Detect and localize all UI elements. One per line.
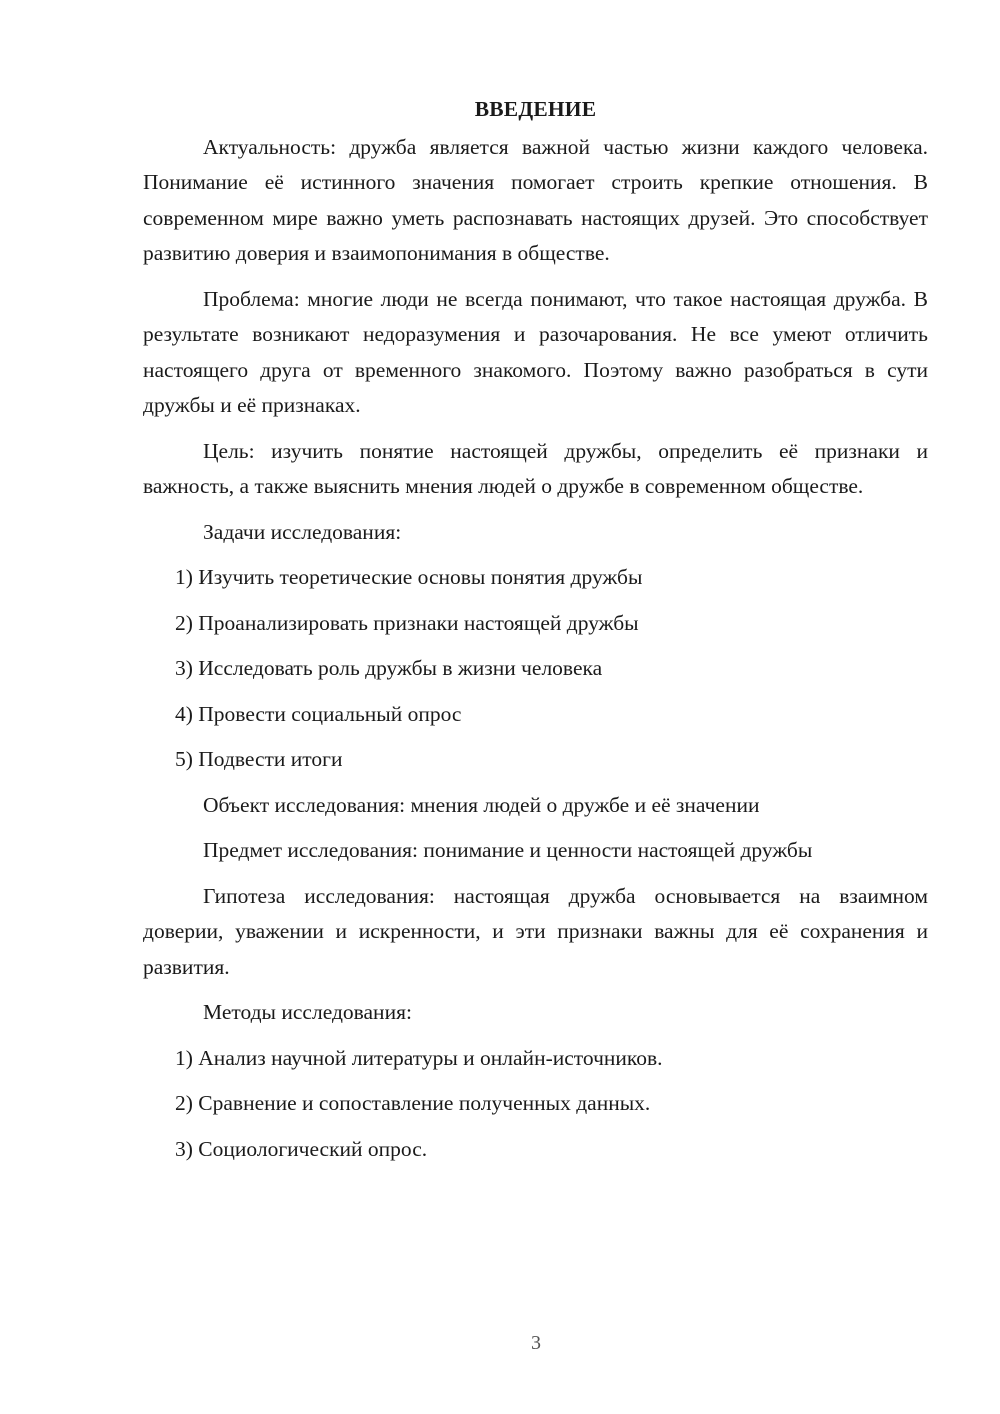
list-item: 1) Анализ научной литературы и онлайн-источников. <box>175 1045 663 1070</box>
list-item: 2) Проанализировать признаки настоящей дружбы <box>175 610 639 635</box>
subject-paragraph: Предмет исследования: понимание и ценности настоящей дружбы <box>203 838 813 862</box>
section-heading: ВВЕДЕНИЕ <box>474 97 597 121</box>
relevance-paragraph: Актуальность: дружба является важной частью жизни каждого человека. Понимание её истинного значения помогает строить крепкие отношения. В современном мире важно уметь распознавать настоящих друзей. Это способствует развитию доверия и взаимопонимания в обществе. <box>143 134 928 265</box>
object-paragraph: Объект исследования: мнения людей о дружбе и её значении <box>203 792 760 817</box>
hypothesis-paragraph: Гипотеза исследования: настоящая дружба основывается на взаимном доверии, уважении и искренности, и эти признаки важны для её сохранения и развития. <box>143 883 928 979</box>
list-item: 3) Социологический опрос. <box>175 1136 428 1161</box>
methods-title: Методы исследования: <box>203 1000 412 1024</box>
list-item: 1) Изучить теоретические основы понятия дружбы <box>175 565 643 589</box>
tasks-list <box>143 560 928 778</box>
list-item: 5) Подвести итоги <box>175 747 343 771</box>
goal-paragraph: Цель: изучить понятие настоящей дружбы, определить её признаки и важность, а также выяснить мнения людей о дружбе в современном обществе. <box>143 438 928 498</box>
document-page <box>143 92 928 1177</box>
problem-paragraph: Проблема: многие люди не всегда понимают, что такое настоящая дружба. В результате возникают недоразумения и разочарования. Не все умеют отличить настоящего друга от временного знакомого. Поэтому важно разобраться в сути дружбы и её признаках. <box>143 286 928 417</box>
tasks-title: Задачи исследования: <box>203 519 402 544</box>
list-item: 3) Исследовать роль дружбы в жизни человека <box>175 656 603 680</box>
page-number: 3 <box>531 1332 541 1354</box>
list-item: 4) Провести социальный опрос <box>175 701 462 726</box>
methods-list <box>143 1041 928 1168</box>
list-item: 2) Сравнение и сопоставление полученных данных. <box>175 1091 651 1115</box>
